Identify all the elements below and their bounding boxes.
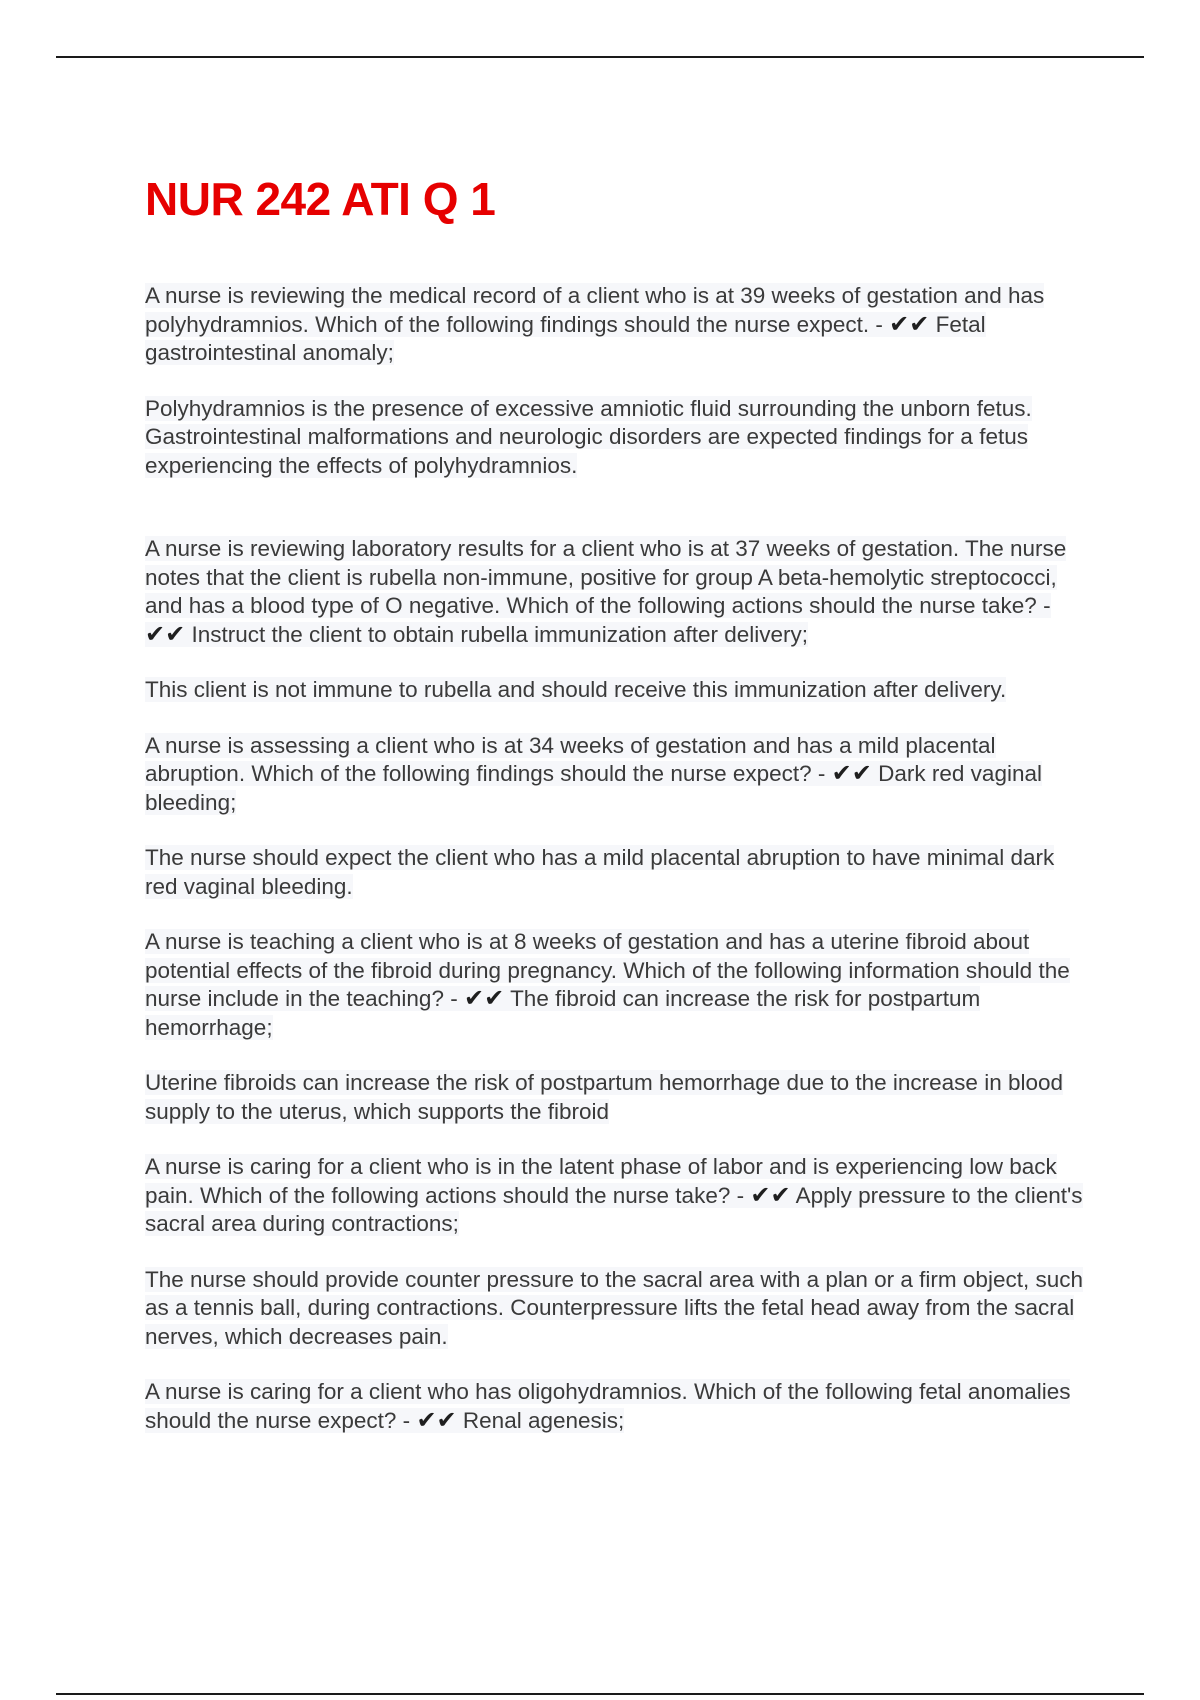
question-text: A nurse is teaching a client who is at 8 weeks of gestation and has a uterine fibroid about potential effects of the fibroid during pregnancy. Which of the following information should the nurse include in the teaching? - (145, 929, 1070, 1011)
double-check-icon: ✔✔ (463, 985, 505, 1012)
rationale-block (145, 395, 1085, 481)
question-block (145, 1153, 1085, 1239)
rationale-text: The nurse should expect the client who has a mild placental abruption to have minimal dark red vaginal bleeding. (145, 845, 1055, 899)
question-block (145, 928, 1085, 1042)
question-text: A nurse is reviewing the medical record of a client who is at 39 weeks of gestation and has polyhydramnios. Which of the following findings should the nurse expect. - (145, 283, 1045, 337)
question-text: A nurse is reviewing laboratory results for a client who is at 37 weeks of gestation. The nurse notes that the client is rubella non-immune, positive for group A beta-hemolytic streptococci, and has a blood type of O negative. Which of the following actions should the nurse take? - (145, 536, 1067, 618)
answer-text: Apply pressure to the client's sacral area during contractions; (145, 1182, 1083, 1236)
answer-text: Fetal gastrointestinal anomaly; (145, 311, 986, 365)
bottom-rule (56, 1693, 1144, 1695)
rationale-block (145, 844, 1085, 901)
double-check-icon: ✔✔ (750, 1181, 791, 1209)
double-check-icon: ✔✔ (889, 310, 930, 338)
rationale-text: The nurse should provide counter pressure to the sacral area with a plan or a firm object, such as a tennis ball, during contractions. Counterpressure lifts the fetal head away from the sacral nerves, which decreases pain. (145, 1266, 1083, 1349)
question-block (145, 535, 1085, 649)
rationale-text: Polyhydramnios is the presence of excessive amniotic fluid surrounding the unborn fetus. Gastrointestinal malformations and neurologic disorders are expected findings for a fetus experiencing the effects of polyhydramnios. (145, 395, 1032, 478)
document-title: NUR 242 ATI Q 1 (145, 173, 496, 225)
rationale-block (145, 1069, 1085, 1126)
answer-text: Instruct the client to obtain rubella immunization after delivery; (191, 621, 809, 647)
answer-text: The fibroid can increase the risk for postpartum hemorrhage; (145, 986, 981, 1040)
rationale-block (145, 676, 1085, 705)
answer-text: Dark red vaginal bleeding; (145, 761, 1042, 815)
double-check-icon: ✔✔ (831, 760, 872, 787)
question-text: A nurse is assessing a client who is at 34 weeks of gestation and has a mild placental abruption. Which of the following findings should the nurse expect? - (145, 732, 996, 786)
question-block (145, 732, 1085, 818)
question-block (145, 1378, 1085, 1435)
double-check-icon: ✔✔ (145, 620, 186, 648)
double-check-icon: ✔✔ (416, 1406, 457, 1434)
rationale-text: Uterine fibroids can increase the risk of postpartum hemorrhage due to the increase in blood supply to the uterus, which supports the fibroid (145, 1070, 1064, 1124)
top-rule (56, 56, 1144, 58)
answer-text: Renal agenesis; (462, 1407, 625, 1433)
rationale-text: This client is not immune to rubella and should receive this immunization after delivery. (145, 677, 1007, 702)
rationale-block (145, 1266, 1085, 1352)
question-text: A nurse is caring for a client who is in the latent phase of labor and is experiencing low back pain. Which of the following actions should the nurse take? - (145, 1154, 1057, 1208)
document-body (145, 282, 1085, 1462)
question-text: A nurse is caring for a client who has oligohydramnios. Which of the following fetal anomalies should the nurse expect? - (145, 1379, 1071, 1433)
question-block (145, 282, 1085, 368)
